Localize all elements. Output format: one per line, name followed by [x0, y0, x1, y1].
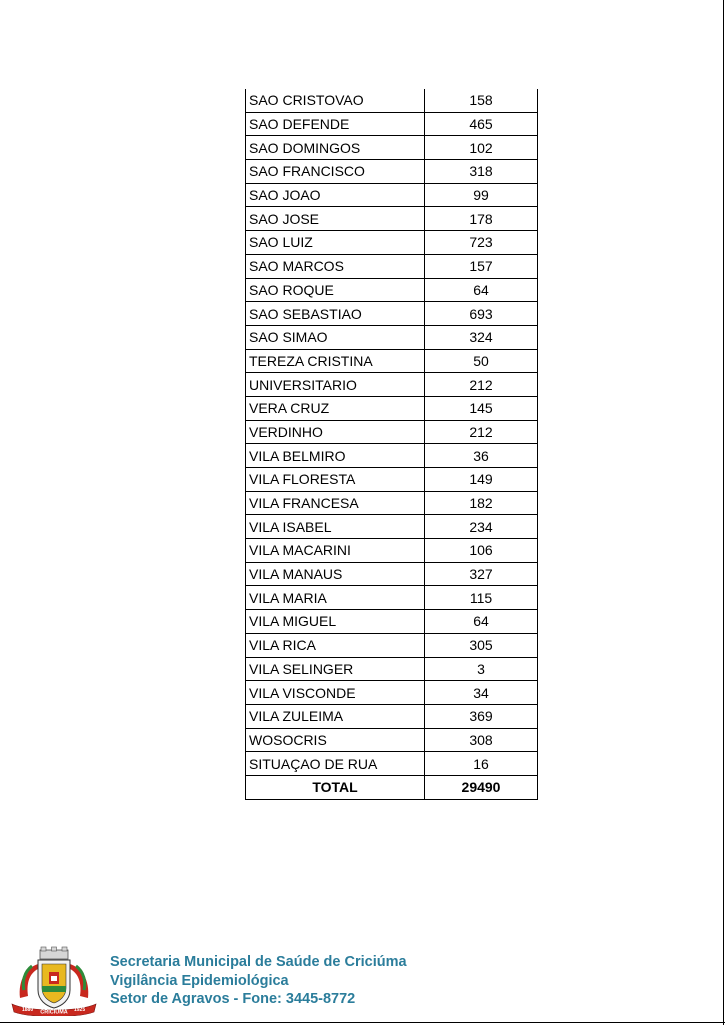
case-count: 182: [425, 491, 538, 515]
case-count: 34: [425, 681, 538, 705]
table-row: [246, 373, 538, 397]
neighborhood-name: VILA ISABEL: [246, 515, 425, 539]
neighborhood-name: VILA MARIA: [246, 586, 425, 610]
case-count: 149: [425, 468, 538, 492]
case-count: 16: [425, 752, 538, 776]
neighborhood-name: VILA RICA: [246, 633, 425, 657]
table-row: [246, 539, 538, 563]
table-row: [246, 681, 538, 705]
case-count: 64: [425, 278, 538, 302]
case-count: 50: [425, 349, 538, 373]
neighborhood-name: SAO CRISTOVAO: [246, 89, 425, 112]
table-body: [246, 89, 538, 799]
table-row: [246, 491, 538, 515]
case-count: 324: [425, 325, 538, 349]
table-row: [246, 586, 538, 610]
neighborhood-name: VILA ZULEIMA: [246, 704, 425, 728]
table-row: [246, 562, 538, 586]
page-border-bottom: [0, 1022, 725, 1023]
neighborhood-name: TEREZA CRISTINA: [246, 349, 425, 373]
neighborhood-name: SAO MARCOS: [246, 254, 425, 278]
neighborhood-name: SAO JOSE: [246, 207, 425, 231]
neighborhood-name: SAO LUIZ: [246, 231, 425, 255]
neighborhood-name: VILA VISCONDE: [246, 681, 425, 705]
neighborhood-name: SAO ROQUE: [246, 278, 425, 302]
neighborhood-name: SITUAÇAO DE RUA: [246, 752, 425, 776]
total-value: 29490: [425, 775, 538, 799]
neighborhood-name: SAO JOAO: [246, 183, 425, 207]
case-count: 465: [425, 112, 538, 136]
table-row: [246, 657, 538, 681]
footer-division: Vigilância Epidemiológica: [110, 972, 289, 989]
case-count: 178: [425, 207, 538, 231]
table-row: [246, 302, 538, 326]
table-row: [246, 183, 538, 207]
table-row: [246, 160, 538, 184]
neighborhood-name: WOSOCRIS: [246, 728, 425, 752]
neighborhood-name: VILA FLORESTA: [246, 468, 425, 492]
neighborhood-cases-table: [245, 89, 538, 800]
table-row: [246, 89, 538, 112]
total-row: [246, 775, 538, 799]
table-row: [246, 112, 538, 136]
case-count: 158: [425, 89, 538, 112]
table-row: [246, 231, 538, 255]
neighborhood-name: VILA SELINGER: [246, 657, 425, 681]
logo-year-right: 1925: [74, 1007, 86, 1013]
neighborhood-name: UNIVERSITARIO: [246, 373, 425, 397]
case-count: 99: [425, 183, 538, 207]
neighborhood-name: VERDINHO: [246, 420, 425, 444]
neighborhood-name: SAO FRANCISCO: [246, 160, 425, 184]
table-row: [246, 752, 538, 776]
case-count: 102: [425, 136, 538, 160]
table-row: [246, 515, 538, 539]
table-row: [246, 254, 538, 278]
case-count: 327: [425, 562, 538, 586]
footer-sector-phone: Setor de Agravos - Fone: 3445-8772: [110, 991, 356, 1007]
neighborhood-name: VILA FRANCESA: [246, 491, 425, 515]
table-row: [246, 207, 538, 231]
case-count: 145: [425, 396, 538, 420]
neighborhood-name: VILA MACARINI: [246, 539, 425, 563]
neighborhood-name: SAO DEFENDE: [246, 112, 425, 136]
case-count: 305: [425, 633, 538, 657]
criciuma-coat-of-arms-icon: [8, 946, 100, 1016]
table-row: [246, 704, 538, 728]
case-count: 723: [425, 231, 538, 255]
case-count: 318: [425, 160, 538, 184]
table-row: [246, 444, 538, 468]
logo-ribbon-text: CRICIÚMA: [40, 1009, 68, 1016]
footer-text: [110, 953, 407, 1009]
case-count: 212: [425, 420, 538, 444]
case-count: 693: [425, 302, 538, 326]
case-count: 106: [425, 539, 538, 563]
case-count: 3: [425, 657, 538, 681]
table-row: [246, 396, 538, 420]
logo-year-left: 1880: [22, 1007, 34, 1013]
total-label: TOTAL: [246, 775, 425, 799]
table-row: [246, 136, 538, 160]
table-row: [246, 420, 538, 444]
table-row: [246, 325, 538, 349]
neighborhood-name: SAO DOMINGOS: [246, 136, 425, 160]
case-count: 157: [425, 254, 538, 278]
case-count: 36: [425, 444, 538, 468]
table-row: [246, 610, 538, 634]
neighborhood-name: VILA BELMIRO: [246, 444, 425, 468]
case-count: 308: [425, 728, 538, 752]
case-count: 64: [425, 610, 538, 634]
neighborhood-name: VILA MANAUS: [246, 562, 425, 586]
table-row: [246, 278, 538, 302]
footer-department: Secretaria Municipal de Saúde de Criciúma: [110, 954, 407, 970]
case-count: 234: [425, 515, 538, 539]
neighborhood-name: SAO SEBASTIAO: [246, 302, 425, 326]
table-row: [246, 633, 538, 657]
table-row: [246, 349, 538, 373]
case-count: 369: [425, 704, 538, 728]
table-row: [246, 728, 538, 752]
neighborhood-name: SAO SIMAO: [246, 325, 425, 349]
neighborhood-name: VILA MIGUEL: [246, 610, 425, 634]
case-count: 115: [425, 586, 538, 610]
table-row: [246, 468, 538, 492]
page-border-right: [723, 0, 724, 1025]
neighborhood-name: VERA CRUZ: [246, 396, 425, 420]
case-count: 212: [425, 373, 538, 397]
